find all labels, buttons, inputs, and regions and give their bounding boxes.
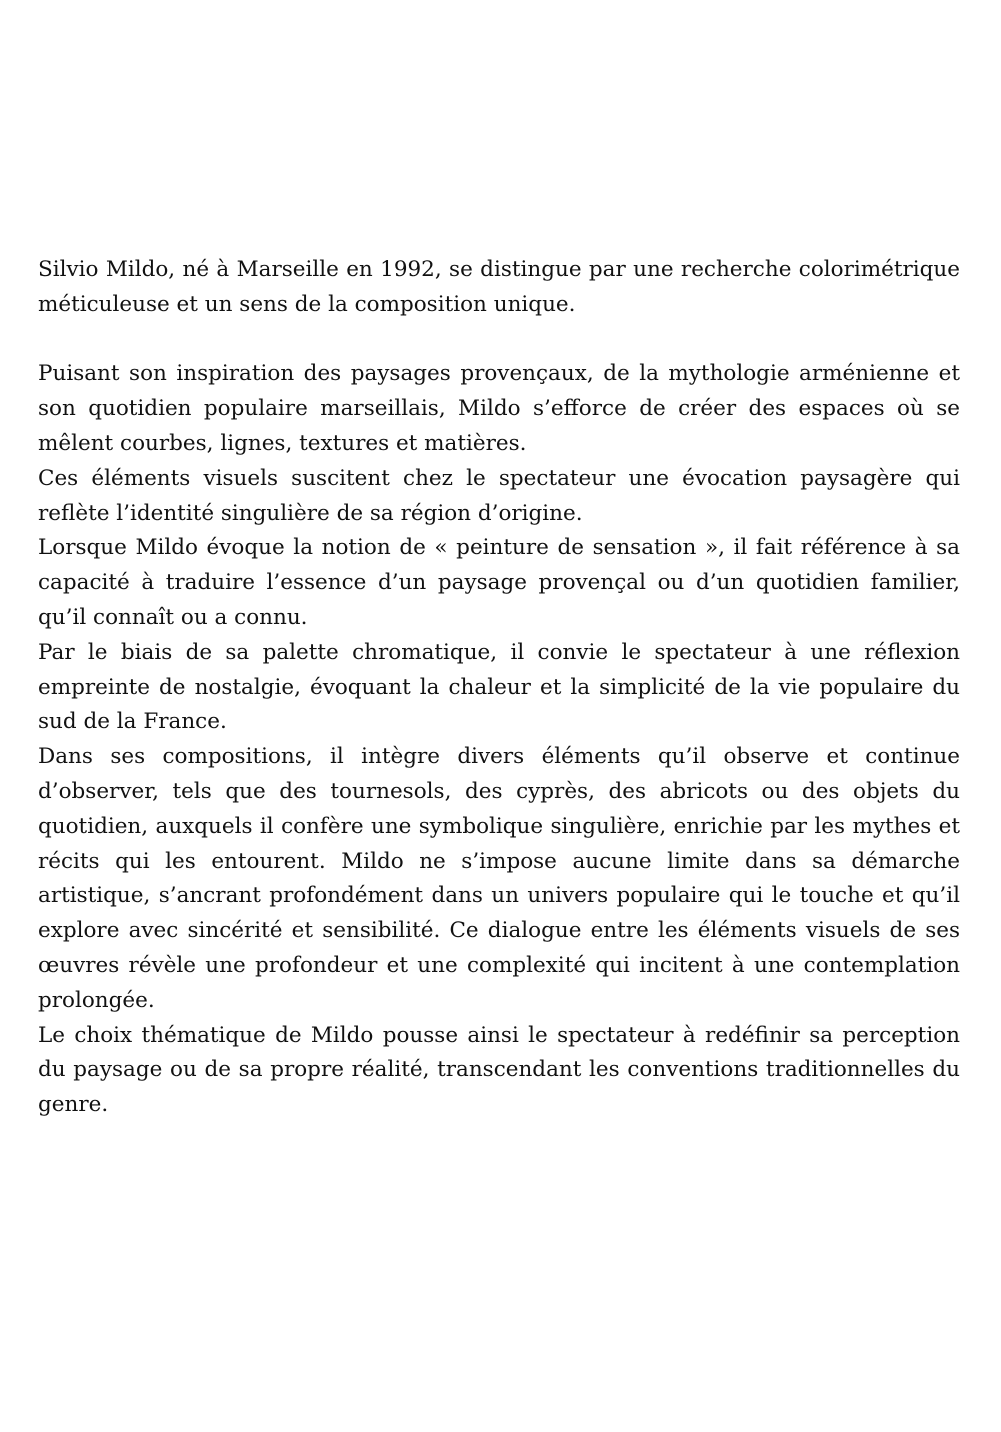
document-body <box>38 253 960 1123</box>
paragraph-palette: Par le biais de sa palette chromatique, il convie le spectateur à une réflexion empreinte de nostalgie, évoquant la chaleur et la simplicité de la vie populaire du sud de la France. <box>38 639 960 735</box>
paragraph-inspiration: Puisant son inspiration des paysages provençaux, de la mythologie arménienne et son quotidien populaire marseillais, Mildo s’efforce de créer des espaces où se mêlent courbes, lignes, textures et matières. <box>38 361 960 456</box>
paragraph-conclusion: Le choix thématique de Mildo pousse ainsi le spectateur à redéfinir sa perception du paysage ou de sa propre réalité, transcendant les conventions traditionnelles du genre. <box>38 1022 960 1118</box>
paragraph-sensation: Lorsque Mildo évoque la notion de « peinture de sensation », il fait référence à sa capacité à traduire l’essence d’un paysage provençal ou d’un quotidien familier, qu’il connaît ou a connu. <box>38 535 960 630</box>
paragraph-intro: Silvio Mildo, né à Marseille en 1992, se distingue par une recherche colorimétrique méticuleuse et un sens de la composition unique. <box>38 257 960 317</box>
paragraph-compositions: Dans ses compositions, il intègre divers éléments qu’il observe et continue d’observer, tels que des tournesols, des cyprès, des abricots ou des objets du quotidien, auxquels il confère une symbolique singulière, enrichie par les mythes et récits qui les entourent. Mildo ne s’impose aucune limite dans sa démarche artistique, s’ancrant profondément dans un univers populaire qui le touche et qu’il explore avec sincérité et sensibilité. Ce dialogue entre les éléments visuels de ses œuvres révèle une profondeur et une complexité qui incitent à une contemplation prolongée. <box>38 744 960 1013</box>
paragraph-spacer <box>38 323 960 358</box>
paragraph-visual-elements: Ces éléments visuels suscitent chez le spectateur une évocation paysagère qui reflète l’identité singulière de sa région d’origine. <box>38 465 960 526</box>
